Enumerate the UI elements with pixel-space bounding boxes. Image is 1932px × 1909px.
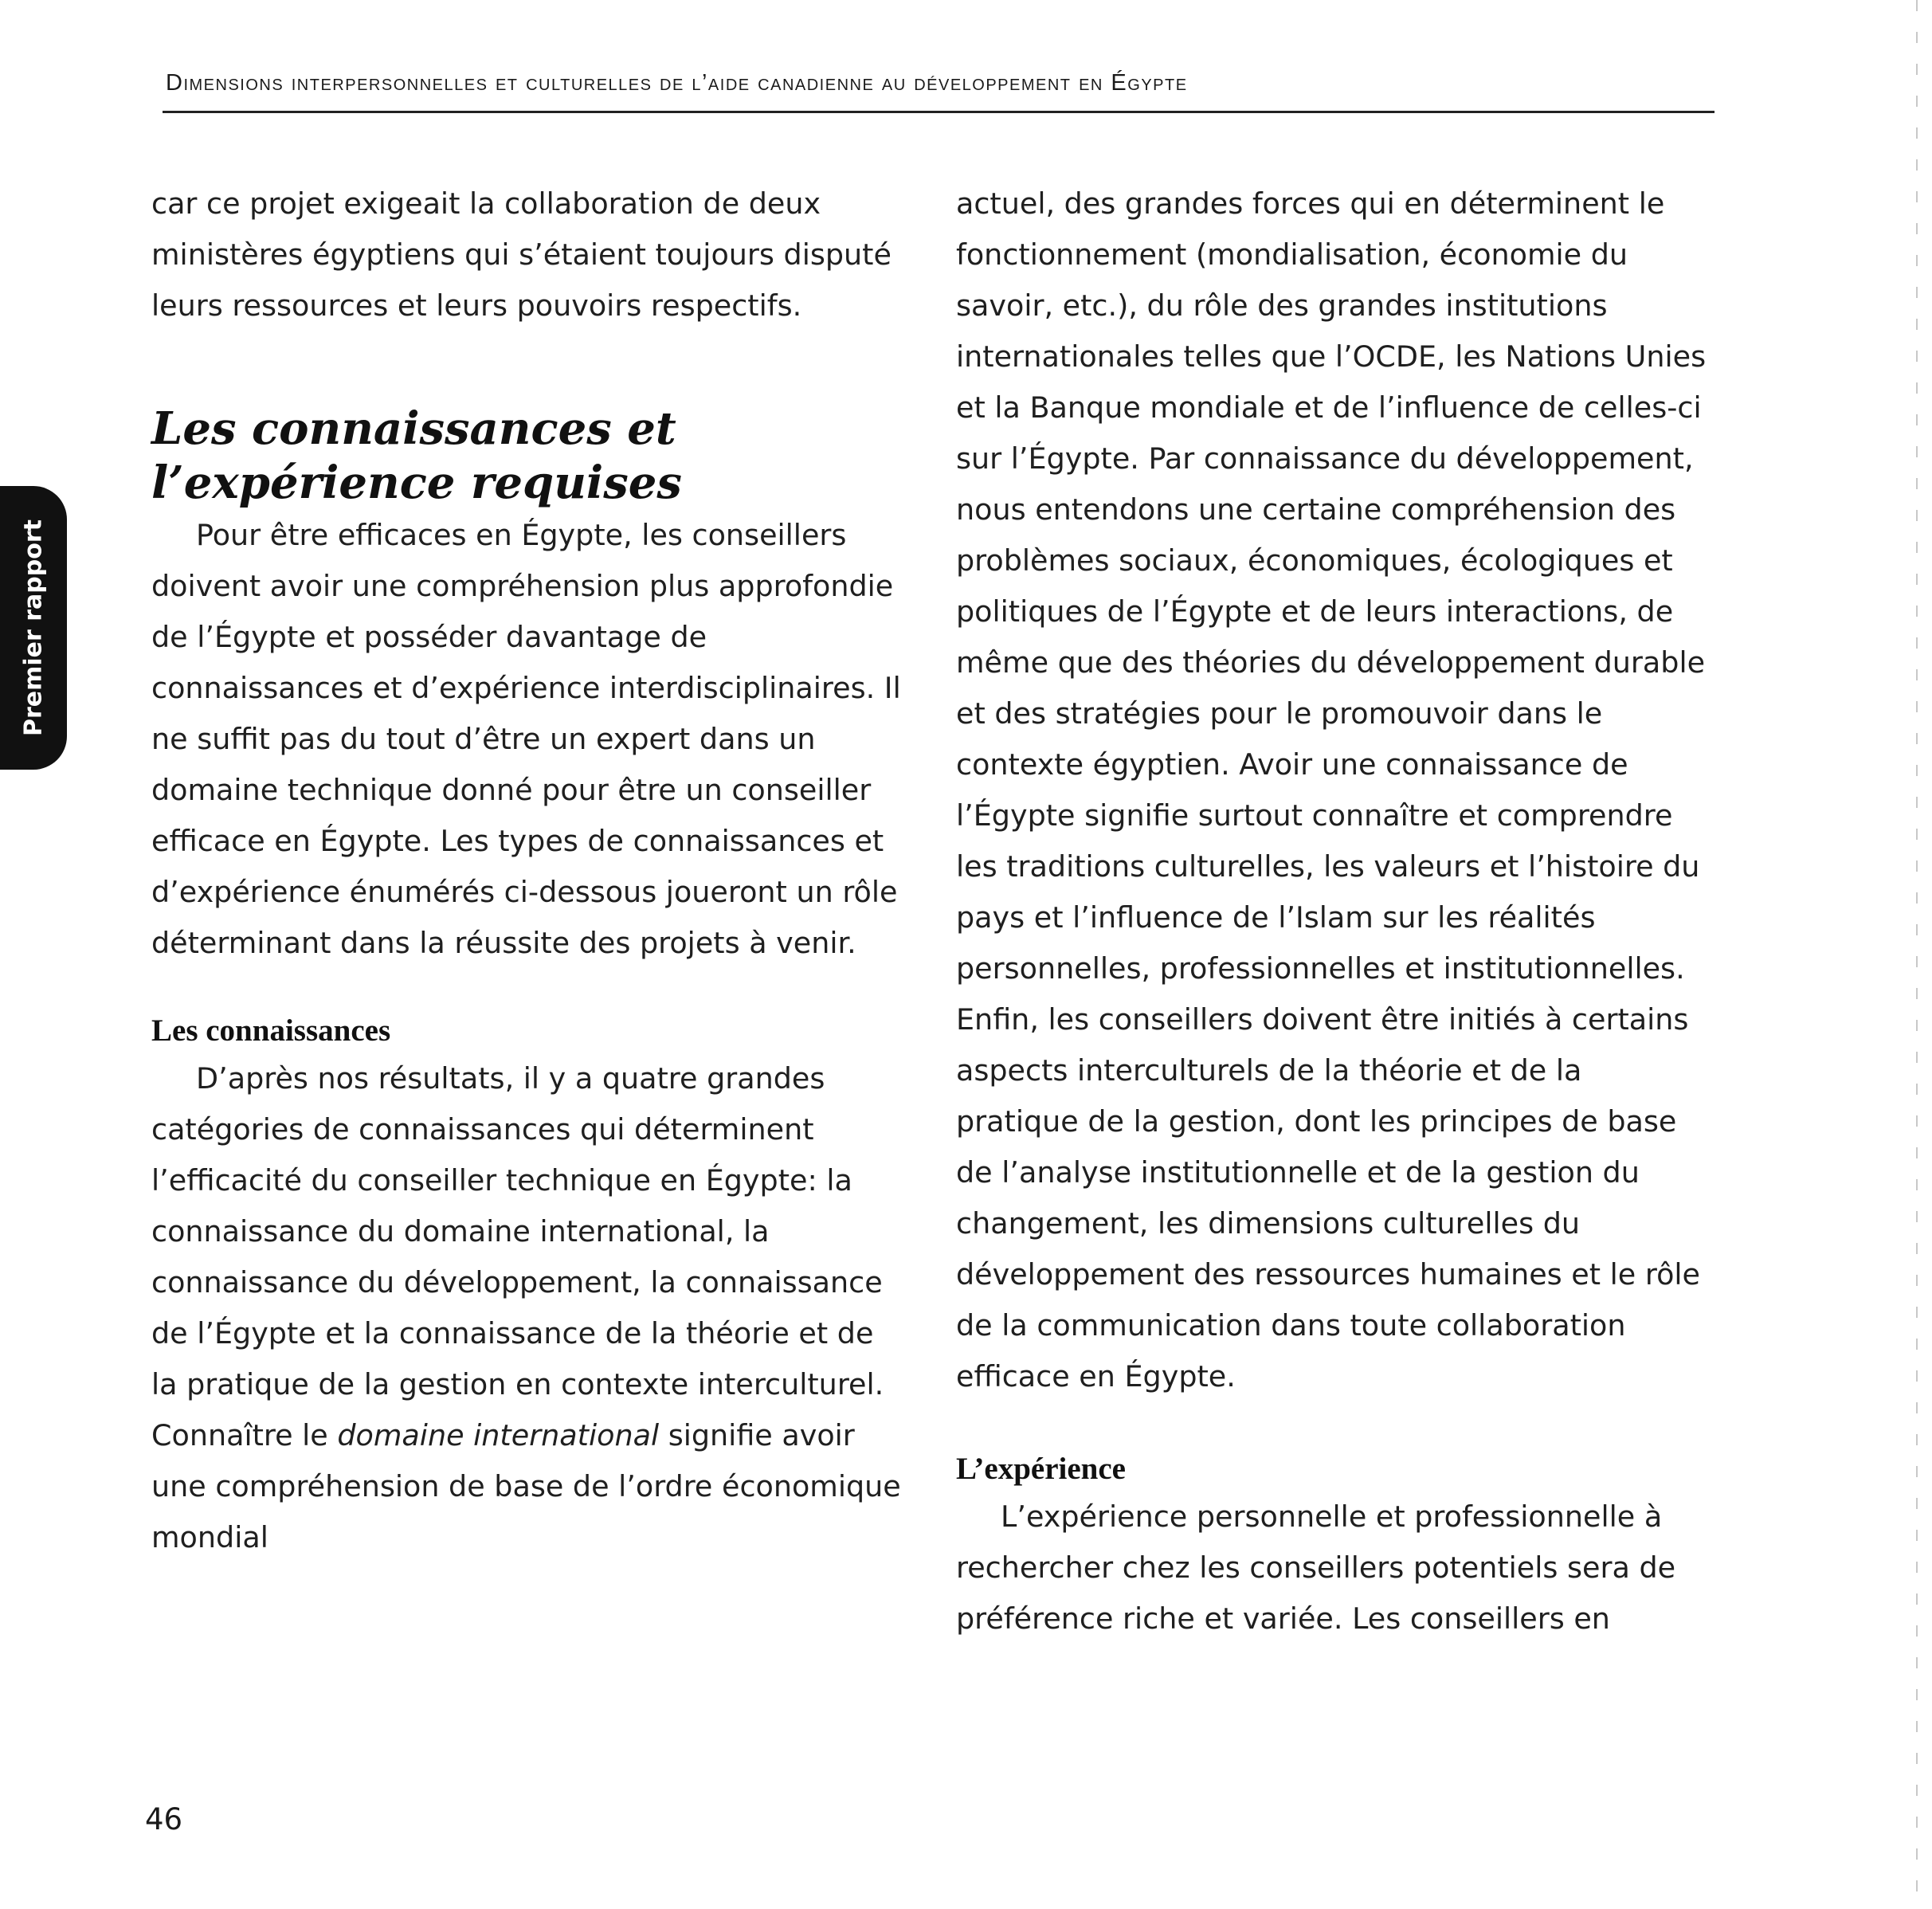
side-tab-label: Premier rapport [19, 519, 48, 736]
right-column [956, 178, 1713, 1644]
section-title-line-2: l’expérience requises [151, 457, 682, 509]
right-continuation-paragraph: actuel, des grandes forces qui en déterminent le fonctionnement (mondialisation, économie du savoir, etc.), du rôle des grandes institutions internationales telles que l’OCDE, les Nations Unies et la Banque mondiale et de l’influence de celles-ci sur l’Égypte. Par connaissance du développement, nous entendons une certaine compréhension des problèmes sociaux, économiques, écologiques et politiques de l’Égypte et de leurs interactions, de même que des théories du développement durable et des stratégies pour le promouvoir dans le contexte égyptien. Avoir une connaissance de l’Égypte signifie surtout connaître et comprendre les traditions culturelles, les valeurs et l’histoire du pays et l’influence de l’Islam sur les réalités personnelles, professionnelles et institutionnelles. Enfin, les conseillers doivent être initiés à certains aspects interculturels de la théorie et de la pratique de la gestion, dont les principes de base de l’analyse institutionnelle et de la gestion du changement, les dimensions culturelles du développement des ressources humaines et le rôle de la communication dans toute collaboration efficace en Égypte. [956, 186, 1707, 1394]
side-tab [0, 486, 67, 770]
knowledge-paragraph [151, 1053, 908, 1563]
intro-paragraph: Pour être efficaces en Égypte, les conseillers doivent avoir une compréhension plus approfondie de l’Égypte et posséder davantage de connaissances et d’expérience interdisciplinaires. Il ne suffit pas du tout d’être un expert dans un domaine technique donné pour être un conseiller efficace en Égypte. Les types de connaissances et d’expérience énumérés ci-dessous joueront un rôle déterminant dans la réussite des projets à venir. [151, 518, 901, 960]
experience-paragraph: L’expérience personnelle et professionnelle à rechercher chez les conseillers potentiels sera de préférence riche et variée. Les conseillers en [956, 1499, 1676, 1636]
continuation-paragraph: car ce projet exigeait la collaboration de deux ministères égyptiens qui s’étaient toujours disputé leurs ressources et leurs pouvoirs respectifs. [151, 186, 892, 323]
page-number: 46 [145, 1802, 183, 1836]
subhead-experience: L’expérience [956, 1452, 1126, 1486]
knowledge-emphasis: domaine international [337, 1418, 660, 1452]
left-column [151, 178, 908, 1563]
header-rule [163, 111, 1715, 113]
section-title-line-1: Les connaissances et [151, 402, 676, 455]
running-header: Dimensions interpersonnelles et culturelles de l’aide canadienne au développement en Égypte [166, 70, 1188, 96]
knowledge-text-start: D’après nos résultats, il y a quatre grandes catégories de connaissances qui déterminent l’efficacité du conseiller technique en Égypte: la connaissance du domaine international, la connaissance du développement, la connaissance de l’Égypte et la connaissance de la théorie et de la pratique de la gestion en contexte interculturel. Connaître le [151, 1061, 884, 1452]
page-edge [1916, 0, 1918, 1909]
knowledge-text-end: signifie avoir une compréhension de base de l’ordre économique mondial [151, 1418, 901, 1554]
subhead-knowledge: Les connaissances [151, 1013, 391, 1048]
section-title [151, 402, 908, 510]
